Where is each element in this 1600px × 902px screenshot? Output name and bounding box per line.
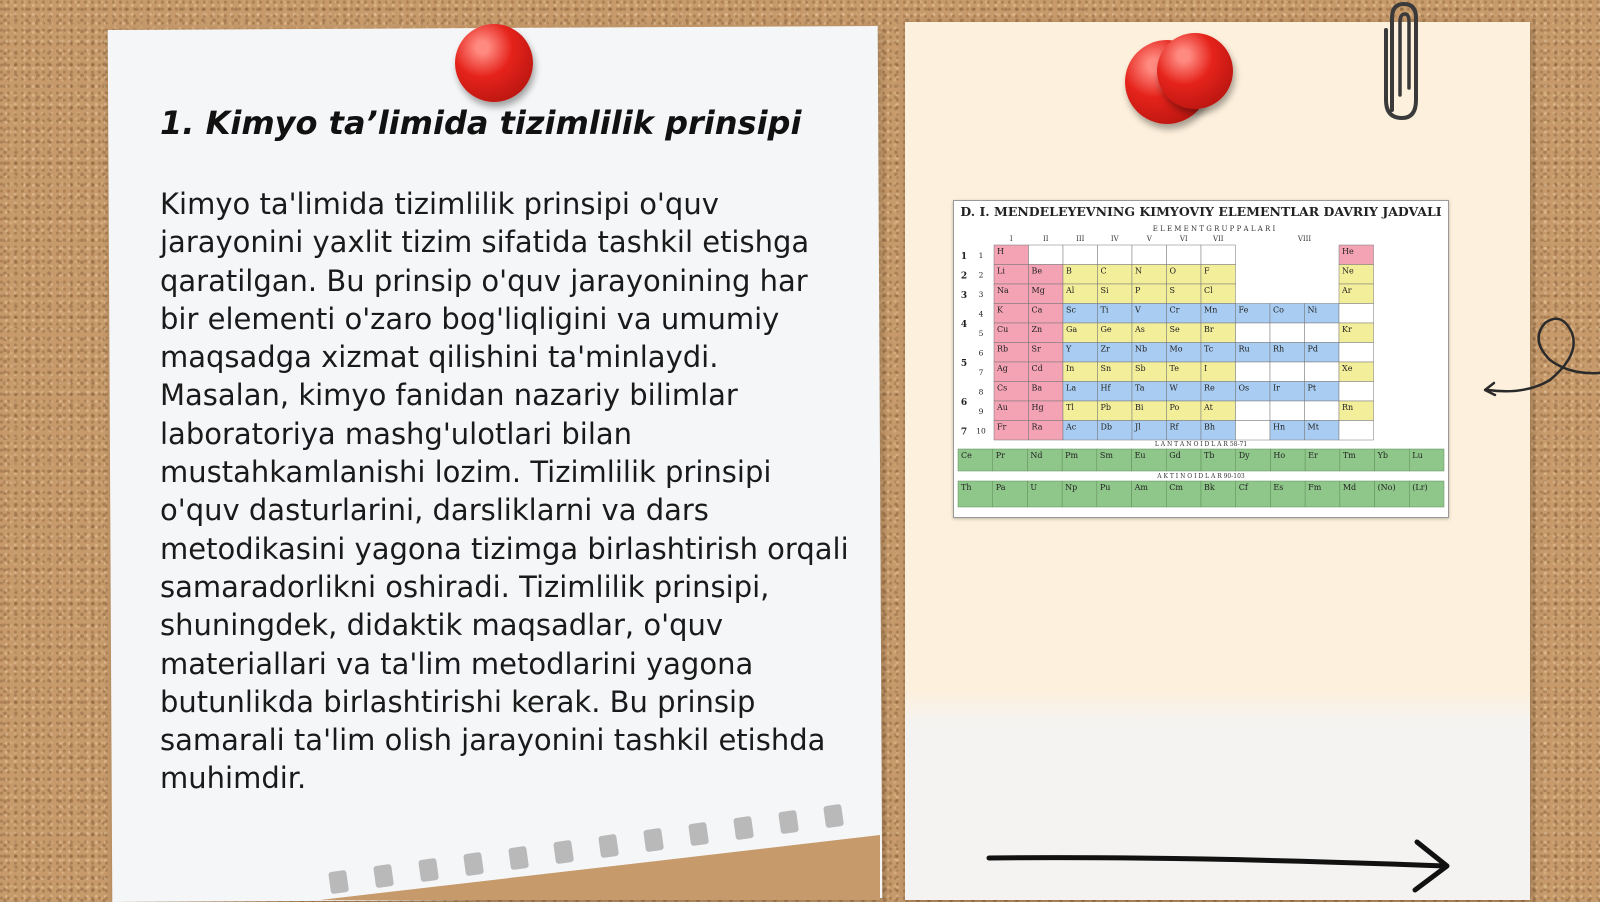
binder-hole bbox=[553, 840, 574, 864]
element-symbol: Au bbox=[997, 403, 1008, 412]
element-symbol: Ba bbox=[1031, 383, 1043, 393]
element-symbol: As bbox=[1135, 325, 1145, 334]
element-symbol: Bi bbox=[1135, 403, 1144, 412]
element-cell bbox=[1305, 323, 1340, 343]
element-symbol: Ca bbox=[1031, 305, 1043, 315]
element-symbol: Nb bbox=[1135, 344, 1148, 354]
element-symbol: Lu bbox=[1412, 451, 1423, 460]
element-symbol: Np bbox=[1065, 483, 1078, 492]
element-symbol: Ce bbox=[961, 451, 972, 460]
binder-hole bbox=[643, 828, 664, 852]
element-symbol: Ir bbox=[1273, 383, 1280, 393]
element-symbol: Jl bbox=[1135, 422, 1141, 432]
element-symbol: Mo bbox=[1169, 344, 1183, 354]
element-symbol: Y bbox=[1066, 344, 1072, 354]
element-symbol: Pa bbox=[995, 483, 1006, 492]
torn-paper-edge bbox=[320, 795, 880, 900]
element-symbol: Pt bbox=[1307, 383, 1317, 393]
element-symbol: Sr bbox=[1031, 344, 1041, 354]
element-cell bbox=[1270, 401, 1305, 421]
element-symbol: Md bbox=[1342, 483, 1357, 492]
element-symbol: S bbox=[1169, 286, 1175, 295]
element-symbol: C bbox=[1100, 266, 1107, 276]
binder-hole bbox=[733, 816, 754, 840]
element-cell bbox=[1063, 245, 1098, 265]
element-symbol: Hn bbox=[1273, 422, 1286, 432]
group-label: VI bbox=[1179, 235, 1188, 243]
element-symbol: Fr bbox=[997, 422, 1007, 432]
element-symbol: Cu bbox=[997, 325, 1009, 334]
element-symbol: Pr bbox=[995, 451, 1005, 460]
row-number: 2 bbox=[978, 270, 984, 280]
element-symbol: Db bbox=[1100, 422, 1113, 432]
element-symbol: Se bbox=[1169, 325, 1180, 334]
element-symbol: Hf bbox=[1100, 383, 1111, 393]
element-cell bbox=[1339, 382, 1374, 402]
element-cell bbox=[1236, 323, 1271, 343]
element-symbol: Eu bbox=[1134, 451, 1146, 460]
period-number: 4 bbox=[960, 320, 968, 330]
element-symbol: Fm bbox=[1308, 483, 1322, 492]
period-number: 1 bbox=[960, 251, 968, 262]
element-symbol: (No) bbox=[1377, 483, 1396, 492]
push-pin-icon bbox=[1157, 33, 1233, 109]
row-number: 5 bbox=[978, 329, 984, 338]
element-symbol: In bbox=[1066, 364, 1075, 373]
element-symbol: Cm bbox=[1169, 483, 1184, 492]
binder-hole bbox=[598, 834, 619, 858]
push-pin-icon bbox=[455, 24, 533, 102]
period-number: 3 bbox=[960, 290, 968, 301]
element-symbol: B bbox=[1066, 266, 1072, 276]
element-symbol: Sb bbox=[1135, 364, 1146, 373]
element-symbol: I bbox=[1204, 364, 1208, 373]
element-symbol: Mt bbox=[1307, 422, 1319, 432]
element-symbol: Ti bbox=[1100, 305, 1109, 315]
element-symbol: Bk bbox=[1204, 483, 1215, 492]
element-cell bbox=[1236, 362, 1271, 382]
element-symbol: Ne bbox=[1342, 266, 1354, 276]
element-symbol: Tc bbox=[1204, 344, 1214, 354]
binder-hole bbox=[463, 852, 484, 876]
element-symbol: Ag bbox=[997, 364, 1008, 373]
element-symbol: Bh bbox=[1204, 422, 1216, 432]
element-symbol: Dy bbox=[1238, 451, 1250, 460]
element-symbol: Re bbox=[1204, 383, 1215, 393]
periodic-table-title: D. I. MENDELEYEVNING KIMYOVIY ELEMENTLAR DAVRIY JADVALI bbox=[960, 204, 1442, 219]
element-symbol: H bbox=[997, 247, 1004, 256]
element-symbol: Kr bbox=[1342, 325, 1352, 334]
element-symbol: Es bbox=[1273, 483, 1284, 492]
element-symbol: Sn bbox=[1100, 364, 1112, 373]
element-symbol: N bbox=[1135, 266, 1142, 276]
actinides-label: A K T I N O I D L A R 90-103 bbox=[1157, 473, 1245, 480]
element-symbol: Os bbox=[1238, 383, 1250, 393]
element-symbol: Rf bbox=[1169, 422, 1179, 432]
elements-header: E L E M E N T G R U P P A L A R I bbox=[1152, 225, 1276, 233]
element-symbol: Rh bbox=[1273, 344, 1285, 354]
periodic-table-grid bbox=[954, 221, 1448, 517]
element-symbol: Nd bbox=[1030, 451, 1043, 460]
element-cell bbox=[1270, 323, 1305, 343]
element-symbol: Am bbox=[1134, 483, 1148, 492]
row-number: 1 bbox=[978, 251, 984, 260]
periodic-table-image bbox=[953, 200, 1449, 518]
group-label: V bbox=[1146, 235, 1152, 243]
element-symbol: W bbox=[1169, 383, 1178, 393]
binder-hole bbox=[373, 864, 394, 888]
element-cell bbox=[1236, 421, 1271, 441]
element-cell bbox=[1339, 343, 1374, 363]
element-symbol: Tl bbox=[1066, 403, 1074, 412]
element-symbol: Al bbox=[1066, 286, 1075, 295]
element-symbol: Zr bbox=[1100, 344, 1110, 354]
element-symbol: La bbox=[1066, 383, 1077, 393]
paper-clip-icon bbox=[1378, 0, 1426, 125]
element-cell bbox=[1167, 245, 1202, 265]
binder-hole bbox=[823, 804, 844, 828]
element-symbol: Rb bbox=[997, 344, 1009, 354]
element-symbol: Ge bbox=[1100, 325, 1112, 334]
element-symbol: Na bbox=[997, 286, 1009, 295]
element-symbol: Ga bbox=[1066, 325, 1078, 334]
element-cell bbox=[1305, 401, 1340, 421]
element-symbol: Zn bbox=[1031, 325, 1043, 334]
group-label: I bbox=[1009, 235, 1013, 243]
element-cell bbox=[1132, 245, 1167, 265]
row-number: 6 bbox=[978, 348, 984, 358]
element-symbol: He bbox=[1342, 247, 1354, 256]
group-label: VII bbox=[1212, 235, 1224, 243]
element-symbol: Ni bbox=[1307, 305, 1318, 315]
lanthanides-label: L A N T A N O I D L A R 58-71 bbox=[1154, 441, 1248, 448]
group-label: IV bbox=[1110, 235, 1119, 243]
curly-arrow-doodle bbox=[1480, 315, 1600, 405]
row-number: 8 bbox=[978, 387, 984, 397]
period-number: 6 bbox=[960, 398, 968, 408]
slide-title: 1. Kimyo ta’limida tizimlilik prinsipi bbox=[160, 104, 802, 142]
row-number: 9 bbox=[978, 407, 984, 416]
element-symbol: Th bbox=[961, 483, 972, 492]
element-symbol: Ta bbox=[1135, 383, 1145, 393]
element-symbol: Yb bbox=[1377, 451, 1388, 460]
element-symbol: U bbox=[1030, 483, 1038, 492]
element-symbol: V bbox=[1135, 305, 1141, 315]
element-symbol: Be bbox=[1031, 266, 1043, 276]
element-cell bbox=[1236, 401, 1271, 421]
element-symbol: Co bbox=[1273, 305, 1284, 315]
element-symbol: Pb bbox=[1100, 403, 1112, 412]
element-symbol: Sc bbox=[1066, 305, 1076, 315]
element-symbol: F bbox=[1204, 266, 1210, 276]
binder-hole bbox=[688, 822, 709, 846]
row-number: 7 bbox=[978, 368, 984, 377]
element-cell bbox=[1098, 245, 1133, 265]
element-cell bbox=[1339, 304, 1374, 324]
group-label: II bbox=[1042, 235, 1049, 243]
element-cell bbox=[1305, 362, 1340, 382]
element-symbol: Tm bbox=[1342, 451, 1356, 460]
element-cell bbox=[1201, 245, 1236, 265]
element-cell bbox=[1029, 245, 1064, 265]
period-number: 5 bbox=[960, 359, 968, 369]
element-symbol: Si bbox=[1100, 286, 1109, 295]
element-symbol: Mg bbox=[1031, 286, 1045, 295]
period-number: 7 bbox=[960, 427, 968, 438]
element-symbol: K bbox=[997, 305, 1003, 315]
group-label: III bbox=[1076, 235, 1085, 243]
element-symbol: Er bbox=[1308, 451, 1318, 460]
slide-body-text: Kimyo ta'limida tizimlilik prinsipi o'quv jarayonini yaxlit tizim sifatida tashkil etishga qaratilgan. Bu prinsip o'quv jarayonining har bir elementi o'zaro bog'liqligini va umumiy maqsadga xizmat qilishini ta'minlaydi. Masalan, kimyo fanidan nazariy bilimlar laboratoriya mashg'ulotlari bilan mustahkamlanishi lozim. Tizimlilik prinsipi o'quv dasturlarini, darsliklarni va dars metodikasini yagona tizimga birlashtirish orqali samaradorlikni oshiradi. Tizimlilik prinsipi, shuningdek, didaktik maqsadlar, o'quv materiallari va ta'lim metodlarini yagona butunlikda birlashtirishi kerak. Bu prinsip samarali ta'lim olish jarayonini tashkil etishda muhimdir. bbox=[160, 187, 849, 796]
binder-hole bbox=[328, 870, 349, 894]
element-symbol: Tb bbox=[1204, 451, 1215, 460]
element-symbol: Hg bbox=[1031, 403, 1044, 412]
element-symbol: Li bbox=[997, 266, 1005, 276]
element-symbol: Po bbox=[1169, 403, 1180, 412]
element-symbol: P bbox=[1135, 286, 1141, 295]
element-symbol: Te bbox=[1169, 364, 1179, 373]
row-number: 4 bbox=[978, 309, 984, 319]
element-symbol: Cf bbox=[1238, 483, 1248, 492]
element-symbol: Ra bbox=[1031, 422, 1043, 432]
element-symbol: Ar bbox=[1342, 286, 1352, 295]
element-symbol: Gd bbox=[1169, 451, 1181, 460]
element-symbol: O bbox=[1169, 266, 1177, 276]
element-symbol: Rn bbox=[1342, 403, 1354, 412]
row-number: 3 bbox=[978, 290, 984, 299]
element-symbol: Ho bbox=[1273, 451, 1286, 460]
element-symbol: Cd bbox=[1031, 364, 1043, 373]
element-symbol: (Lr) bbox=[1412, 483, 1428, 492]
element-symbol: Fe bbox=[1238, 305, 1249, 315]
element-symbol: Pd bbox=[1307, 344, 1319, 354]
group-label: VIII bbox=[1297, 235, 1312, 243]
row-number: 10 bbox=[976, 426, 986, 436]
binder-hole bbox=[778, 810, 799, 834]
element-symbol: Cl bbox=[1204, 286, 1213, 295]
element-symbol: Pu bbox=[1099, 483, 1111, 492]
element-symbol: Xe bbox=[1342, 364, 1353, 373]
element-cell bbox=[1339, 421, 1374, 441]
binder-hole bbox=[418, 858, 439, 882]
period-number: 2 bbox=[960, 271, 968, 282]
element-symbol: Cs bbox=[997, 383, 1008, 393]
element-symbol: Sm bbox=[1099, 451, 1113, 460]
element-symbol: Br bbox=[1204, 325, 1214, 334]
long-arrow-doodle bbox=[985, 838, 1455, 894]
element-symbol: Ac bbox=[1066, 422, 1077, 432]
element-cell bbox=[1270, 362, 1305, 382]
element-symbol: At bbox=[1204, 403, 1213, 412]
element-symbol: Cr bbox=[1169, 305, 1180, 315]
element-symbol: Ru bbox=[1238, 344, 1250, 354]
element-symbol: Pm bbox=[1065, 451, 1079, 460]
binder-hole bbox=[508, 846, 529, 870]
element-symbol: Mn bbox=[1204, 305, 1218, 315]
